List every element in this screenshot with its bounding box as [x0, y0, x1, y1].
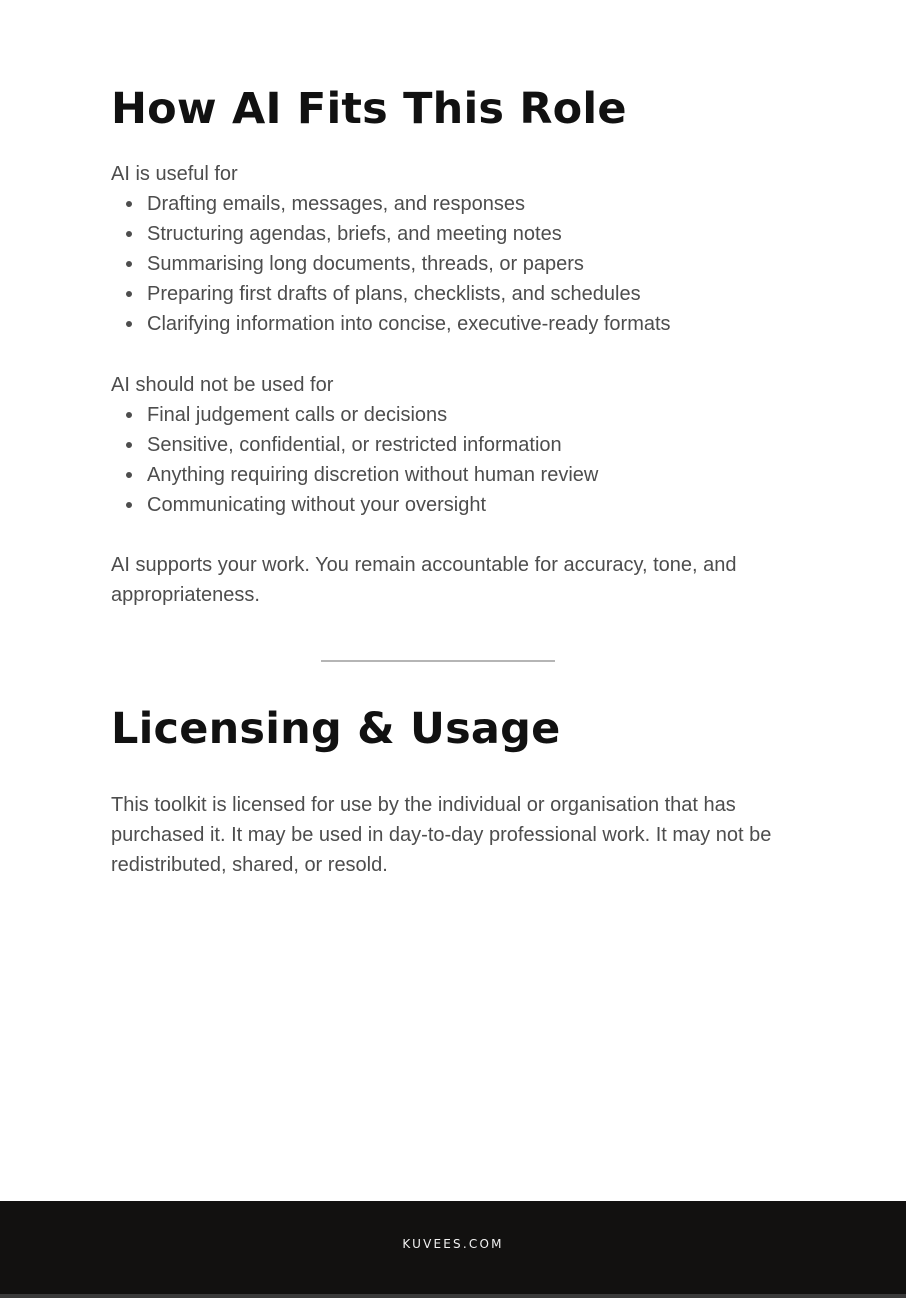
useful-list	[111, 189, 671, 339]
list-item	[111, 249, 671, 279]
support-note: AI supports your work. You remain accountable for accuracy, tone, and appropriateness.	[111, 554, 737, 606]
bullet-icon	[126, 502, 132, 508]
licensing-body: This toolkit is licensed for use by the individual or organisation that has purchased it. It may be used in day-to-day professional work. It may not be redistributed, shared, or resold.	[111, 794, 772, 876]
list-item	[111, 219, 671, 249]
list-item	[111, 400, 598, 430]
bullet-icon	[126, 442, 132, 448]
list-item	[111, 189, 671, 219]
list-item	[111, 309, 671, 339]
bullet-icon	[126, 472, 132, 478]
footer-edge	[0, 1294, 906, 1298]
list-item	[111, 279, 671, 309]
bullet-icon	[126, 231, 132, 237]
list-item	[111, 430, 598, 460]
bullet-icon	[126, 321, 132, 327]
list-item-text: Clarifying information into concise, executive-ready formats	[147, 313, 671, 335]
useful-lead: AI is useful for	[111, 163, 238, 185]
section-title-licensing: Licensing & Usage	[111, 704, 561, 754]
section-divider	[321, 660, 555, 662]
list-item-text: Summarising long documents, threads, or papers	[147, 253, 584, 275]
not-useful-lead: AI should not be used for	[111, 374, 334, 396]
list-item-text: Final judgement calls or decisions	[147, 404, 448, 426]
list-item-text: Sensitive, confidential, or restricted information	[147, 434, 562, 456]
list-item-text: Anything requiring discretion without human review	[147, 464, 599, 486]
list-item	[111, 460, 598, 490]
bullet-icon	[126, 291, 132, 297]
bullet-icon	[126, 201, 132, 207]
list-item	[111, 490, 598, 520]
bullet-icon	[126, 261, 132, 267]
not-useful-list	[111, 400, 598, 520]
footer	[0, 1201, 906, 1298]
section-title-ai-role: How AI Fits This Role	[111, 84, 627, 134]
list-item-text: Communicating without your oversight	[147, 494, 487, 516]
list-item-text: Preparing first drafts of plans, checklists, and schedules	[147, 283, 641, 305]
footer-site-link[interactable]: KUVEES.COM	[402, 1237, 504, 1251]
list-item-text: Structuring agendas, briefs, and meeting notes	[147, 223, 562, 245]
list-item-text: Drafting emails, messages, and responses	[147, 193, 525, 215]
bullet-icon	[126, 412, 132, 418]
